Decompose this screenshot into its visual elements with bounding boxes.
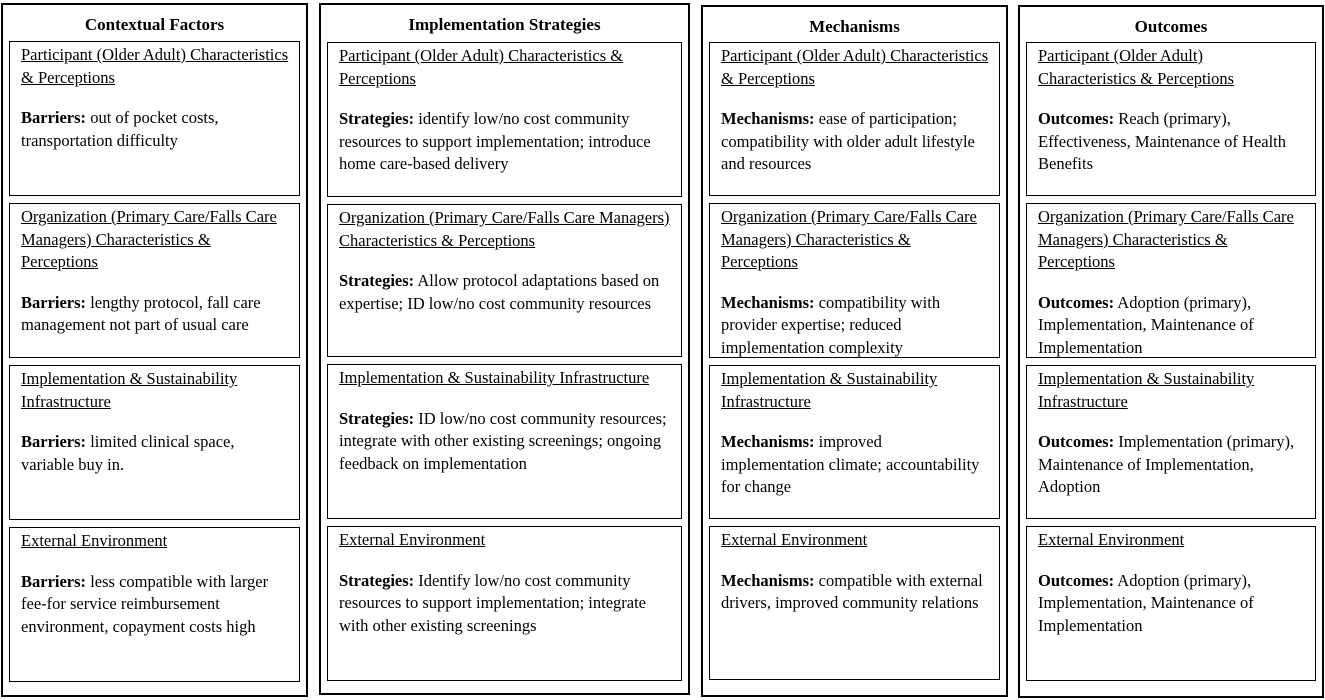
cell-label: Outcomes: (1038, 432, 1115, 452)
column-outcomes (1018, 5, 1324, 698)
cell-external-environment (709, 526, 1000, 680)
cell-heading: Participant (Older Adult) Characteristics & Perceptions (339, 46, 624, 88)
cell-external-environment (327, 526, 682, 681)
cell-external-environment (1026, 526, 1316, 681)
cell-text: Implementation (primary), Maintenance of Implementation, Adoption (1038, 432, 1295, 497)
cell-label: Outcomes: (1038, 109, 1115, 129)
column-mechanisms (701, 5, 1008, 697)
cell-text: compatibility with provider expertise; reduced implementation complexity (721, 292, 941, 357)
cell-infrastructure (1026, 365, 1316, 519)
cell-organization (9, 203, 300, 358)
cell-label: Barriers: (21, 571, 87, 591)
cell-body (339, 270, 671, 315)
cell-body (721, 292, 989, 358)
cell-body (339, 408, 671, 476)
column-title: Outcomes (1134, 17, 1208, 36)
cell-body (1038, 108, 1305, 176)
cell-infrastructure (327, 364, 682, 519)
column-title: Mechanisms (809, 17, 900, 36)
cell-text: ID low/no cost community resources; integrate with other existing screenings; ongoing feedback on implementation (339, 408, 667, 473)
cell-text: Adoption (primary), Implementation, Maintenance of Implementation (1038, 570, 1254, 635)
cell-heading: External Environment (1038, 530, 1185, 549)
cell-organization (1026, 203, 1316, 358)
cell-text: Identify low/no cost community resources to support implementation; integrate with other existing screenings (339, 570, 646, 635)
cell-heading: Implementation & Sustainability Infrastructure (21, 369, 238, 411)
cell-text: Adoption (primary), Implementation, Maintenance of Implementation (1038, 292, 1254, 357)
cell-heading: External Environment (21, 531, 168, 550)
cell-text: lengthy protocol, fall care management not part of usual care (21, 292, 261, 335)
cell-label: Strategies: (339, 109, 415, 129)
cell-text: out of pocket costs, transportation difficulty (21, 108, 219, 150)
cell-participant (9, 41, 300, 196)
cell-body (21, 107, 289, 152)
cell-heading: Organization (Primary Care/Falls Care Managers) Characteristics & Perceptions (339, 208, 670, 250)
cell-text: Allow protocol adaptations based on expertise; ID low/no cost community resources (339, 271, 660, 313)
cell-label: Mechanisms: (721, 570, 815, 590)
cell-label: Mechanisms: (721, 109, 815, 129)
cell-heading: External Environment (339, 530, 486, 549)
cell-label: Strategies: (339, 271, 415, 291)
cell-body (339, 570, 671, 638)
cell-label: Outcomes: (1038, 292, 1115, 312)
cell-text: Reach (primary), Effectiveness, Maintenance of Health Benefits (1038, 109, 1287, 174)
cell-organization (327, 204, 682, 357)
cell-body (339, 108, 671, 176)
cell-infrastructure (709, 365, 1000, 519)
cell-organization (709, 203, 1000, 358)
cell-text: limited clinical space, variable buy in. (21, 432, 235, 474)
cell-body (1038, 292, 1305, 358)
cell-label: Barriers: (21, 108, 87, 128)
cell-external-environment (9, 527, 300, 682)
cell-body (721, 108, 989, 176)
cell-body (21, 292, 289, 337)
column-contextual-factors (1, 3, 308, 697)
cell-body (21, 571, 289, 639)
column-implementation-strategies (319, 3, 690, 695)
cell-heading: External Environment (721, 530, 868, 549)
cell-heading: Organization (Primary Care/Falls Care Managers) Characteristics & Perceptions (721, 207, 977, 272)
cell-body (1038, 431, 1305, 499)
cell-heading: Participant (Older Adult) Characteristics & Perceptions (721, 46, 989, 88)
cell-label: Barriers: (21, 292, 87, 312)
cell-heading: Implementation & Sustainability Infrastructure (339, 368, 650, 387)
cell-heading: Participant (Older Adult) Characteristics & Perceptions (21, 45, 289, 87)
cell-heading: Organization (Primary Care/Falls Care Managers) Characteristics & Perceptions (1038, 207, 1294, 272)
cell-text: compatible with external drivers, improved community relations (721, 570, 983, 613)
cell-body (721, 570, 989, 615)
cell-label: Barriers: (21, 432, 87, 452)
column-title: Contextual Factors (84, 15, 225, 34)
cell-label: Outcomes: (1038, 570, 1115, 590)
cell-label: Strategies: (339, 408, 415, 428)
cell-text: ease of participation; compatibility with older adult lifestyle and resources (721, 109, 975, 174)
cell-participant (1026, 42, 1316, 196)
cell-text: identify low/no cost community resources to support implementation; introduce home care-based delivery (339, 109, 651, 174)
cell-text: less compatible with larger fee-for service reimbursement environment, copayment costs high (21, 571, 269, 636)
cell-heading: Participant (Older Adult) Characteristics & Perceptions (1038, 46, 1235, 88)
cell-label: Strategies: (339, 570, 415, 590)
cell-heading: Implementation & Sustainability Infrastructure (1038, 369, 1255, 411)
cell-body (21, 431, 289, 476)
cell-body (1038, 570, 1305, 638)
cell-heading: Implementation & Sustainability Infrastructure (721, 369, 938, 411)
cell-heading: Organization (Primary Care/Falls Care Managers) Characteristics & Perceptions (21, 207, 277, 272)
cell-participant (709, 42, 1000, 196)
cell-participant (327, 42, 682, 197)
cell-text: improved implementation climate; accountability for change (721, 432, 980, 497)
cell-label: Mechanisms: (721, 292, 815, 312)
column-title: Implementation Strategies (408, 15, 601, 34)
cell-infrastructure (9, 365, 300, 520)
cell-label: Mechanisms: (721, 432, 815, 452)
cell-body (721, 431, 989, 499)
